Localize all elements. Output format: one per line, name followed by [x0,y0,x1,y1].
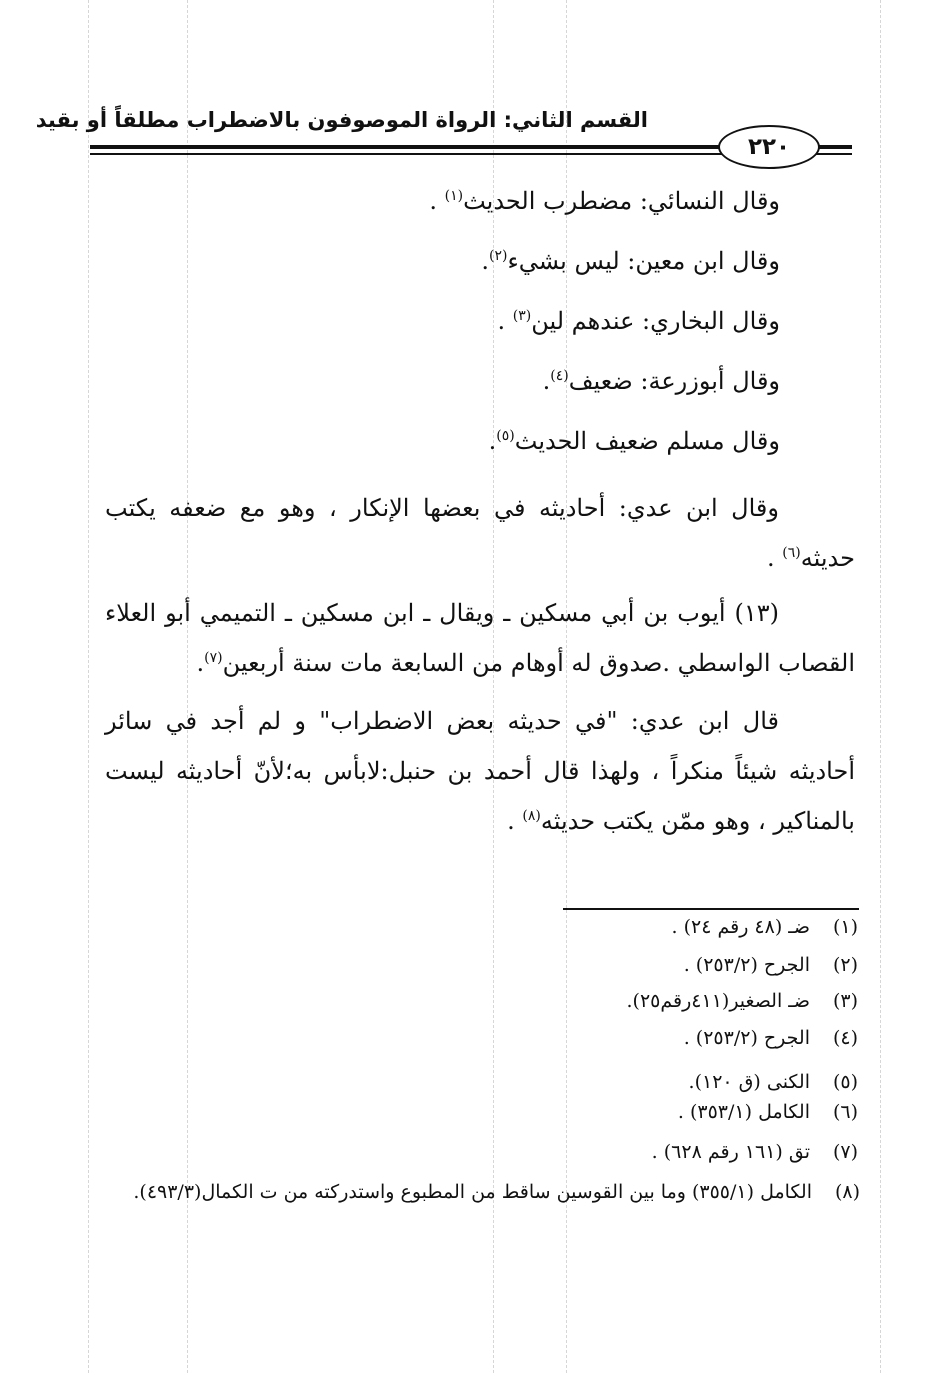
footnote-2: (٢)الجرح (٢٥٣/٢) . [683,954,858,976]
footnote-3: (٣)ضـ الصغير(٤١١رقم٢٥). [626,990,858,1012]
body-line-3: وقال البخاري: عندهم لين$^{(٣)}$ . [497,307,780,335]
footnote-1: (١)ضـ (٤٨ رقم ٢٤) . [671,916,858,938]
scan-guide-line [88,0,89,1373]
body-paragraph-1: وقال ابن عدي: أحاديثه في بعضها الإنكار ، وهو مع ضعفه يكتب حديثه$^{(٦)}$ . [105,494,855,572]
body-line-1: وقال النسائي: مضطرب الحديث$^{(١)}$ . [429,187,780,215]
scan-guide-line [880,0,881,1373]
footnote-separator [563,908,859,910]
footnote-ref: (٦) [782,545,801,561]
body-line-2: وقال ابن معين: ليس بشيء$^{(٢)}$. [481,247,780,275]
footnote-ref: (٥) [496,428,515,444]
footnote-ref: (٨) [522,808,541,824]
footnote-8: (٨)الكامل (٣٥٥/١) وما بين القوسين ساقط من المطبوع واستدركته من ت الكمال(٤٩٣/٣). [133,1181,860,1203]
body-line-4: وقال أبوزرعة: ضعيف$^{(٤)}$. [542,367,780,395]
footnote-ref: (٢) [489,248,508,264]
footnote-5: (٥)الكنى (ق ١٢٠). [688,1071,858,1093]
body-paragraph-3: قال ابن عدي: "في حديثه بعض الاضطراب" و لم أجد في سائر أحاديثه شيئاً منكراً ، ولهذا قال أحمد بن حنبل:لابأس به؛لأنّ أحاديثه ليست بالمناكير ، وهو ممّن يكتب حديثه$^{(٨)}$ . [105,707,855,835]
footnote-ref: (١) [444,188,464,204]
body-line-5: وقال مسلم ضعيف الحديث$^{(٥)}$. [488,427,780,455]
footnote-4: (٤)الجرح (٢٥٣/٢) . [683,1027,858,1049]
footnote-7: (٧)تق (١٦١ رقم ٦٢٨) . [651,1141,858,1163]
body-paragraph-2: (١٣) أيوب بن أبي مسكين ـ ويقال ـ ابن مسكين ـ التميمي أبو العلاء القصاب الواسطي .صدوق له أوهام من السابعة مات سنة أربعين$^{(٧)}$. [105,599,855,677]
footnote-ref: (٣) [512,308,532,324]
footnote-ref: (٧) [204,650,223,666]
page-number: ٢٢٠ [718,125,820,169]
footnote-6: (٦)الكامل (٣٥٣/١) . [677,1101,858,1123]
footnote-ref: (٤) [550,368,569,384]
running-title: القسم الثاني: الرواة الموصوفون بالاضطراب مطلقاً أو بقيد [35,108,648,132]
